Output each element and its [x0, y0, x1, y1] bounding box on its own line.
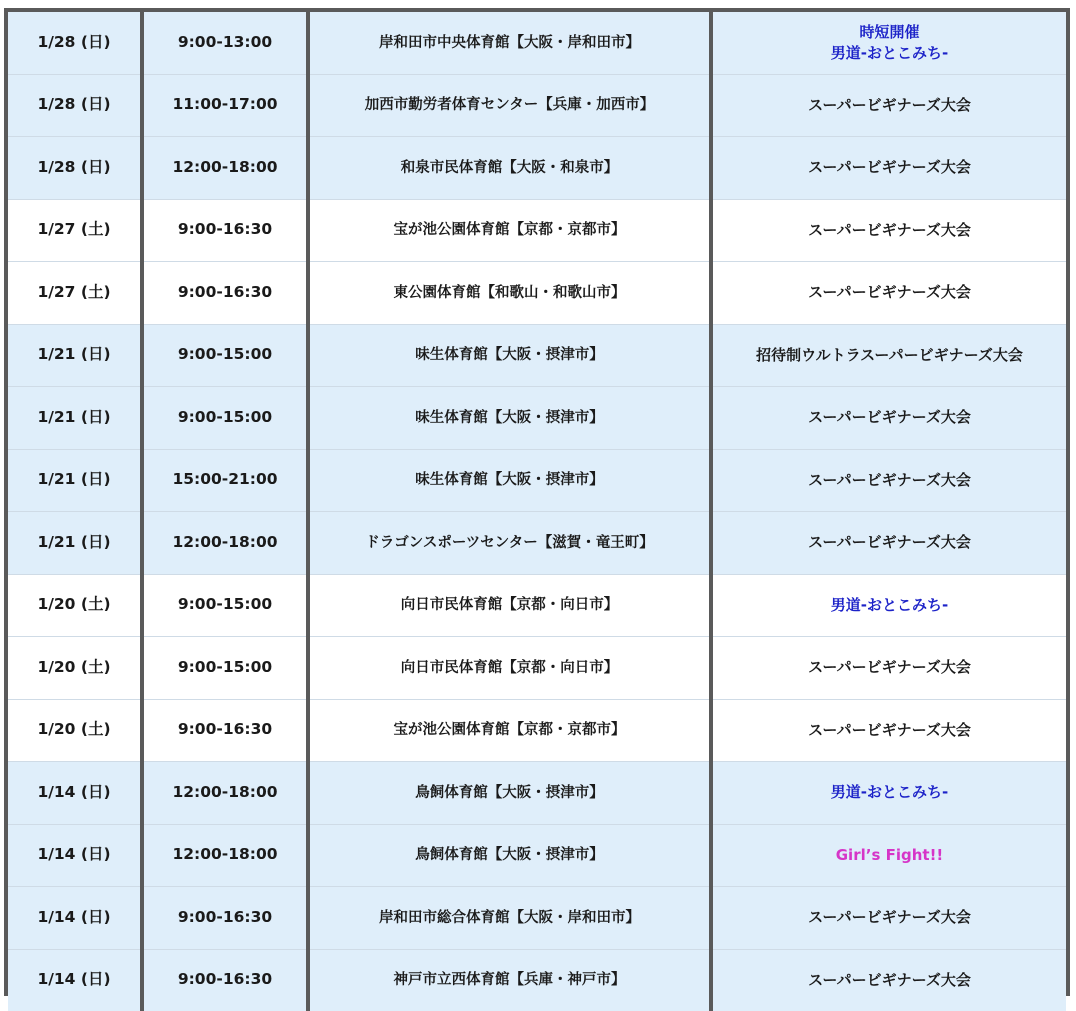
event-cell: [711, 387, 1066, 450]
event-label: スーパービギナーズ大会: [808, 533, 971, 552]
table-row: [8, 637, 1066, 700]
event-cell: [711, 762, 1066, 825]
time-cell: 9:00-16:30: [142, 699, 308, 762]
venue-cell: 味生体育館【大阪・摂津市】: [308, 387, 711, 450]
venue-cell: 鳥飼体育館【大阪・摂津市】: [308, 824, 711, 887]
event-label: スーパービギナーズ大会: [808, 970, 971, 989]
table-row: [8, 574, 1066, 637]
date-cell: 1/21 (日): [8, 324, 142, 387]
venue-cell: 神戸市立西体育館【兵庫・神戸市】: [308, 949, 711, 1011]
time-cell: 9:00-16:30: [142, 199, 308, 262]
event-label: スーパービギナーズ大会: [808, 220, 971, 239]
event-label: スーパービギナーズ大会: [808, 908, 971, 927]
time-cell: 11:00-17:00: [142, 74, 308, 137]
event-label: スーパービギナーズ大会: [808, 720, 971, 739]
event-link[interactable]: 男道-おとこみち-: [830, 783, 949, 802]
table-row: [8, 887, 1066, 950]
time-cell: 15:00-21:00: [142, 449, 308, 512]
table-row: [8, 262, 1066, 325]
event-cell: [711, 512, 1066, 575]
event-cell: [711, 887, 1066, 950]
event-cell: [711, 12, 1066, 74]
event-label: スーパービギナーズ大会: [808, 95, 971, 114]
time-cell: 12:00-18:00: [142, 824, 308, 887]
event-cell: [711, 262, 1066, 325]
date-cell: 1/20 (土): [8, 574, 142, 637]
schedule-table: [8, 12, 1066, 1011]
event-cell: [711, 74, 1066, 137]
event-cell: [711, 137, 1066, 200]
event-cell: [711, 199, 1066, 262]
date-cell: 1/14 (日): [8, 949, 142, 1011]
event-link[interactable]: Girl’s Fight!!: [835, 845, 944, 864]
date-cell: 1/14 (日): [8, 762, 142, 825]
venue-cell: 和泉市民体育館【大阪・和泉市】: [308, 137, 711, 200]
time-cell: 9:00-16:30: [142, 949, 308, 1011]
date-cell: 1/27 (土): [8, 262, 142, 325]
table-row: [8, 949, 1066, 1011]
event-label: スーパービギナーズ大会: [808, 283, 971, 302]
event-label: 招待制ウルトラスーパービギナーズ大会: [756, 345, 1023, 364]
event-label: スーパービギナーズ大会: [808, 470, 971, 489]
venue-cell: 岸和田市総合体育館【大阪・岸和田市】: [308, 887, 711, 950]
date-cell: 1/20 (土): [8, 699, 142, 762]
table-row: [8, 12, 1066, 74]
time-cell: 9:00-15:00: [142, 324, 308, 387]
table-row: [8, 449, 1066, 512]
event-cell: [711, 324, 1066, 387]
date-cell: 1/20 (土): [8, 637, 142, 700]
time-cell: 9:00-13:00: [142, 12, 308, 74]
date-cell: 1/14 (日): [8, 887, 142, 950]
event-link[interactable]: 男道-おとこみち-: [830, 595, 949, 614]
event-cell: [711, 449, 1066, 512]
table-row: [8, 699, 1066, 762]
event-cell: [711, 949, 1066, 1011]
event-cell: [711, 699, 1066, 762]
date-cell: 1/21 (日): [8, 449, 142, 512]
table-row: [8, 74, 1066, 137]
table-row: [8, 137, 1066, 200]
venue-cell: 加西市勤労者体育センター【兵庫・加西市】: [308, 74, 711, 137]
time-cell: 9:00-15:00: [142, 574, 308, 637]
venue-cell: 宝が池公園体育館【京都・京都市】: [308, 199, 711, 262]
event-label: スーパービギナーズ大会: [808, 158, 971, 177]
date-cell: 1/21 (日): [8, 387, 142, 450]
venue-cell: 岸和田市中央体育館【大阪・岸和田市】: [308, 12, 711, 74]
schedule-rows: [8, 12, 1066, 1011]
table-row: [8, 762, 1066, 825]
date-cell: 1/21 (日): [8, 512, 142, 575]
time-cell: 9:00-16:30: [142, 887, 308, 950]
table-row: [8, 324, 1066, 387]
schedule-table-frame: [4, 8, 1070, 996]
time-cell: 9:00-16:30: [142, 262, 308, 325]
venue-cell: 鳥飼体育館【大阪・摂津市】: [308, 762, 711, 825]
table-row: [8, 199, 1066, 262]
date-cell: 1/27 (土): [8, 199, 142, 262]
venue-cell: 味生体育館【大阪・摂津市】: [308, 449, 711, 512]
venue-cell: 味生体育館【大阪・摂津市】: [308, 324, 711, 387]
date-cell: 1/14 (日): [8, 824, 142, 887]
event-link[interactable]: 時短開催: [859, 22, 920, 41]
time-cell: 12:00-18:00: [142, 137, 308, 200]
venue-cell: 向日市民体育館【京都・向日市】: [308, 574, 711, 637]
date-cell: 1/28 (日): [8, 12, 142, 74]
time-cell: 12:00-18:00: [142, 512, 308, 575]
event-cell: [711, 637, 1066, 700]
event-link[interactable]: 男道-おとこみち-: [830, 43, 949, 62]
venue-cell: ドラゴンスポーツセンター【滋賀・竜王町】: [308, 512, 711, 575]
date-cell: 1/28 (日): [8, 137, 142, 200]
event-cell: [711, 824, 1066, 887]
venue-cell: 宝が池公園体育館【京都・京都市】: [308, 699, 711, 762]
venue-cell: 向日市民体育館【京都・向日市】: [308, 637, 711, 700]
venue-cell: 東公園体育館【和歌山・和歌山市】: [308, 262, 711, 325]
table-row: [8, 512, 1066, 575]
table-row: [8, 824, 1066, 887]
time-cell: 9:00-15:00: [142, 637, 308, 700]
event-cell: [711, 574, 1066, 637]
event-label: スーパービギナーズ大会: [808, 408, 971, 427]
time-cell: 12:00-18:00: [142, 762, 308, 825]
time-cell: 9:00-15:00: [142, 387, 308, 450]
event-label: スーパービギナーズ大会: [808, 658, 971, 677]
date-cell: 1/28 (日): [8, 74, 142, 137]
table-row: [8, 387, 1066, 450]
